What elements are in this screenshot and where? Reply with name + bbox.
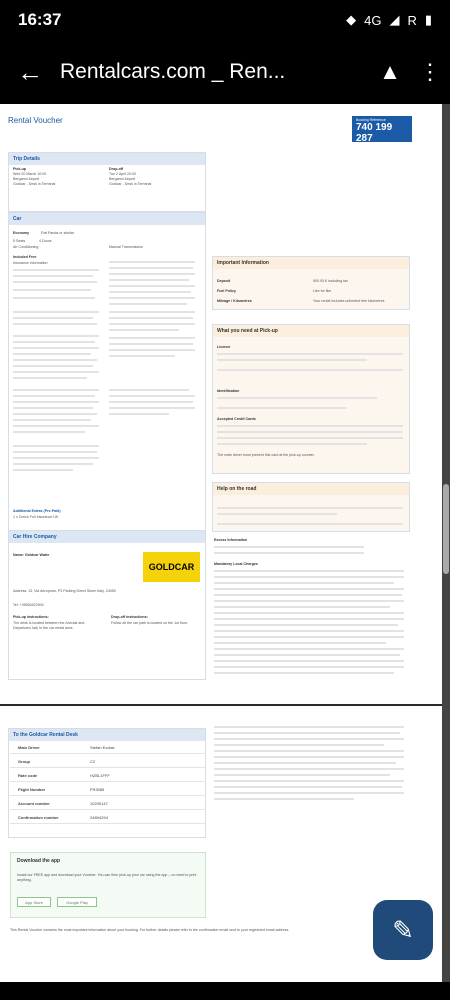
pickup-desk: Goldcar - Desk in Terminal — [13, 182, 56, 186]
text-line — [217, 359, 367, 361]
text-line — [214, 588, 404, 590]
text-line — [109, 273, 195, 275]
insurance-info: Insurance information — [13, 261, 48, 265]
text-line — [13, 431, 85, 433]
row-value: C2 — [90, 759, 96, 764]
extras-header: Additional Extras (Pre-Paid) — [13, 509, 61, 513]
scrollbar[interactable] — [442, 104, 450, 1000]
text-line — [217, 397, 377, 399]
text-line — [109, 355, 175, 357]
credit-cards-label: Accepted Credit Cards — [217, 417, 256, 421]
text-line — [214, 618, 404, 620]
important-header: Important Information — [213, 257, 409, 269]
clock: 16:37 — [18, 10, 62, 29]
table-row — [10, 742, 206, 754]
row-key: Flight Number — [18, 787, 46, 792]
text-line — [214, 594, 402, 596]
car-seats: 5 Seats — [13, 239, 26, 243]
text-line — [217, 353, 403, 355]
text-line — [214, 666, 404, 668]
text-line — [217, 369, 403, 371]
card-note: The main driver must present this card at the pick-up counter. — [217, 453, 315, 457]
download-header: Download the app — [17, 858, 61, 864]
text-line — [13, 445, 99, 447]
download-app-box — [10, 852, 206, 918]
text-line — [217, 407, 347, 409]
text-line — [13, 371, 99, 373]
text-line — [13, 365, 93, 367]
text-line — [13, 359, 97, 361]
text-line — [13, 347, 99, 349]
text-line — [109, 323, 195, 325]
dropoff-desk: Goldcar - Desk in Terminal — [109, 182, 152, 186]
company-tel: Tel: +39064522904 — [13, 603, 44, 607]
car-box — [8, 212, 206, 540]
text-line — [214, 744, 384, 746]
help-box — [212, 482, 410, 532]
text-line — [13, 407, 93, 409]
document-title: Rentalcars.com _ Ren... — [60, 60, 286, 83]
back-arrow-icon[interactable]: ← — [17, 56, 43, 87]
text-line — [109, 329, 179, 331]
extras-item: 1 x Zurich Full Insurance UK — [13, 515, 59, 519]
table-row — [10, 784, 206, 796]
text-line — [217, 437, 403, 439]
desk-header: To the Goldcar Rental Desk — [9, 729, 205, 741]
company-address: Address: 13, Via Aeroporto, P3 Parking Direct Storm Italy, 24050 — [13, 589, 116, 593]
table-row — [10, 756, 206, 768]
licence-label: Licence — [217, 345, 231, 349]
text-line — [214, 630, 404, 632]
text-line — [217, 513, 337, 515]
row-key: Main Driver — [18, 745, 40, 750]
text-line — [13, 353, 91, 355]
edit-pen-icon[interactable]: ✎ — [373, 900, 433, 960]
text-line — [214, 570, 404, 572]
app-store-button[interactable]: App Store — [17, 897, 51, 907]
text-line — [13, 281, 97, 283]
document-viewer[interactable] — [0, 104, 450, 1000]
network-label: 4G — [364, 12, 382, 28]
row-key: Confirmation number — [18, 815, 59, 820]
text-line — [214, 552, 364, 554]
goldcar-logo: GOLDCAR — [143, 552, 200, 582]
text-line — [214, 756, 404, 758]
text-line — [214, 582, 394, 584]
text-line — [13, 317, 93, 319]
text-line — [214, 648, 404, 650]
text-line — [214, 750, 404, 752]
text-line — [109, 267, 193, 269]
text-line — [109, 337, 195, 339]
pickup-instructions: The desk is located between the Arrivals and Departures hall, in the car rental area. — [13, 621, 85, 630]
mileage-value: Your rental includes unlimited free kilometres — [313, 299, 385, 303]
dropoff-instructions-label: Drop-off instructions: — [111, 615, 148, 619]
status-bar — [0, 0, 450, 40]
dropoff-date: Tue 2 April 20:00 — [109, 172, 137, 176]
car-doors: 4 Doors — [39, 239, 52, 243]
drive-add-icon[interactable]: ▲ — [379, 59, 401, 84]
pickup-date: Wed 20 March 10:00 — [13, 172, 47, 176]
text-line — [214, 546, 364, 548]
text-line — [217, 443, 367, 445]
page-1 — [0, 104, 442, 704]
mileage-key: Mileage / Kilometres — [217, 299, 252, 303]
text-line — [217, 507, 403, 509]
pickup-place: Bergamo Airport — [13, 177, 39, 181]
excess-header: Excess Information — [214, 538, 248, 542]
dropoff-label: Drop-off — [109, 167, 124, 171]
text-line — [109, 343, 193, 345]
pickup-need-header: What you need at Pick-up — [213, 325, 409, 337]
help-header: Help on the road — [213, 483, 409, 495]
more-menu-icon[interactable]: ⋮ — [419, 59, 441, 84]
download-text: Install our FREE app and download your Voucher. You can then pick-up your car using the app – no need to print anything. — [17, 873, 197, 882]
text-line — [214, 786, 402, 788]
text-line — [214, 654, 400, 656]
text-line — [214, 606, 390, 608]
text-line — [109, 389, 189, 391]
text-line — [109, 291, 191, 293]
text-line — [13, 335, 99, 337]
booking-number: 740 199 287 — [356, 122, 393, 144]
text-line — [217, 425, 403, 427]
company-header: Car Hire Company — [9, 531, 205, 543]
text-line — [214, 738, 404, 740]
row-value: 10230147 — [90, 801, 108, 806]
text-line — [214, 780, 404, 782]
text-line — [109, 413, 169, 415]
text-line — [214, 600, 404, 602]
text-line — [109, 317, 193, 319]
watermark: SINCE 2004 — [192, 958, 301, 975]
signal-icon: ◢ — [389, 12, 400, 27]
text-line — [217, 431, 403, 433]
fuel-key: Fuel Policy — [217, 289, 236, 293]
text-line — [13, 289, 91, 291]
text-line — [214, 612, 404, 614]
text-line — [13, 377, 87, 379]
text-line — [214, 768, 404, 770]
pickup-label: Pick-up — [13, 167, 26, 171]
text-line — [109, 279, 189, 281]
status-icons — [346, 12, 432, 28]
row-value: Stefan Ecclair — [90, 745, 115, 750]
text-line — [214, 792, 404, 794]
text-line — [13, 297, 95, 299]
text-line — [13, 389, 99, 391]
text-line — [214, 576, 404, 578]
trip-header: Trip Details — [9, 153, 205, 165]
dropoff-place: Bergamo Airport — [109, 177, 135, 181]
row-value: HZBL1FFF — [90, 773, 110, 778]
text-line — [13, 341, 95, 343]
text-line — [214, 660, 404, 662]
signal-label: R — [407, 12, 417, 28]
text-line — [13, 419, 91, 421]
footer-note: This Rental Voucher contains the most important information about your booking. For further details please refer to the confirmation email sent to your registered email address. — [10, 928, 290, 932]
text-line — [109, 407, 195, 409]
table-row — [10, 812, 206, 824]
table-row — [10, 770, 206, 782]
text-line — [214, 642, 386, 644]
text-line — [13, 425, 99, 427]
car-transmission: Manual Transmission — [109, 245, 143, 249]
text-line — [13, 275, 93, 277]
fuel-value: Like for like — [313, 289, 332, 293]
text-line — [109, 349, 195, 351]
text-line — [109, 261, 195, 263]
google-play-button[interactable]: Google Play — [57, 897, 97, 907]
text-line — [109, 395, 195, 397]
row-key: Account number — [18, 801, 50, 806]
booking-label: Booking Reference — [356, 118, 386, 122]
row-key: Group — [18, 759, 30, 764]
car-model: Economy — [13, 231, 30, 235]
nav-bar — [0, 982, 450, 1000]
text-line — [217, 523, 403, 525]
important-info-box — [212, 256, 410, 310]
deposit-key: Deposit — [217, 279, 231, 283]
app-bar — [0, 40, 450, 104]
text-line — [109, 297, 195, 299]
deposit-value: 900.00 € including tax — [313, 279, 348, 283]
text-line — [13, 311, 99, 313]
text-line — [214, 672, 394, 674]
text-line — [214, 798, 354, 800]
text-line — [214, 774, 390, 776]
dropoff-instructions: Follow all the car park is located on the 1st floor. — [111, 621, 188, 625]
text-line — [214, 732, 400, 734]
car-ac: Air Conditioning — [13, 245, 39, 249]
booking-reference-badge — [352, 116, 412, 142]
text-line — [214, 762, 396, 764]
row-value: 24894294 — [90, 815, 108, 820]
row-key: Rate code — [18, 773, 38, 778]
text-line — [13, 413, 97, 415]
trip-details-box — [8, 152, 206, 212]
text-line — [13, 469, 73, 471]
voucher-title: Rental Voucher — [8, 116, 63, 125]
text-line — [214, 636, 404, 638]
pickup-instructions-label: Pick-up instructions: — [13, 615, 49, 619]
text-line — [109, 311, 195, 313]
text-line — [13, 269, 99, 271]
text-line — [109, 285, 195, 287]
battery-icon: ▮ — [424, 12, 432, 27]
text-line — [13, 401, 99, 403]
text-line — [109, 303, 187, 305]
text-line — [13, 451, 97, 453]
company-name: Name: Goldcar Water — [13, 553, 50, 557]
text-line — [214, 624, 398, 626]
scrollbar-thumb[interactable] — [443, 484, 449, 574]
text-line — [214, 726, 404, 728]
wifi-icon: ◆ — [346, 12, 357, 27]
included-header: Included Free — [13, 255, 37, 259]
text-line — [109, 401, 193, 403]
car-model-sub: Fiat Panda or similar — [41, 231, 74, 235]
text-line — [13, 457, 99, 459]
row-value: FR3985 — [90, 787, 105, 792]
text-line — [13, 463, 93, 465]
pickup-needs-box — [212, 324, 410, 474]
page-2 — [0, 706, 442, 1000]
identification-label: Identification — [217, 389, 240, 393]
mandatory-header: Mandatory Local Charges — [214, 562, 258, 566]
text-line — [13, 395, 95, 397]
car-header: Car — [9, 213, 205, 225]
text-line — [13, 323, 97, 325]
table-row — [10, 798, 206, 810]
